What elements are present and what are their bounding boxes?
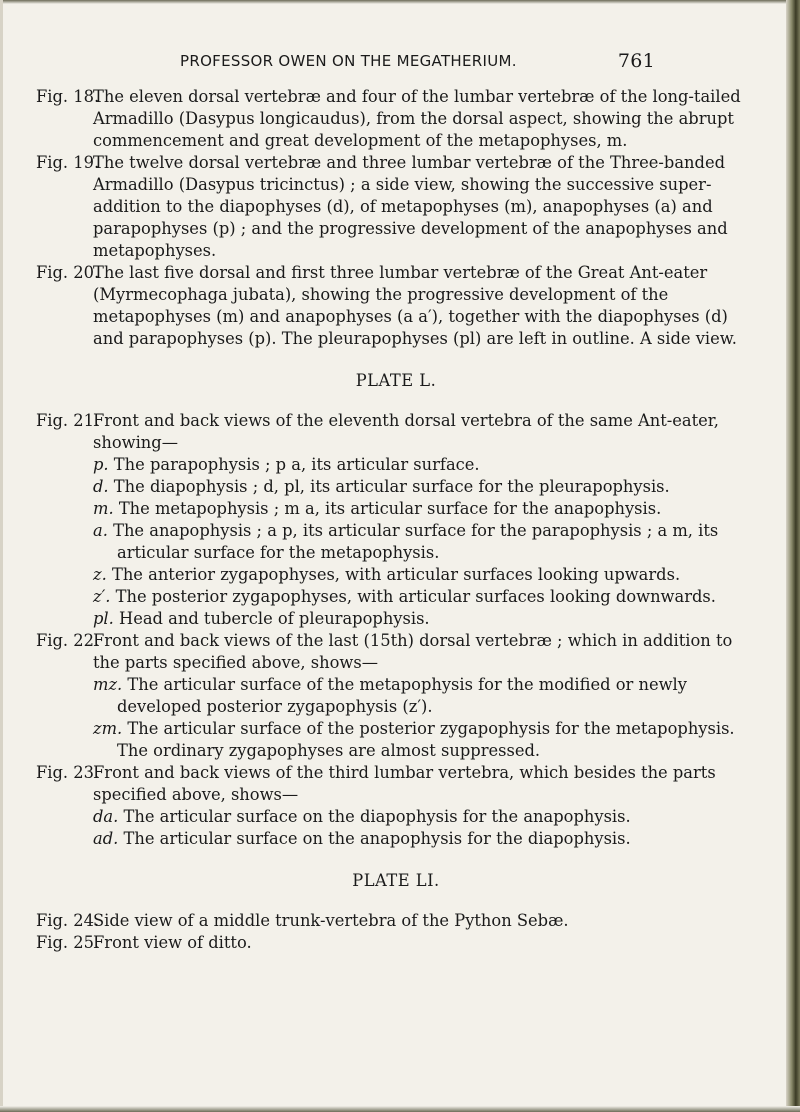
figure-entry-19 [36, 152, 756, 262]
legend-item: z′. The posterior zygapophyses, with articular surfaces looking downwards. [93, 587, 716, 606]
figure-entry-25 [36, 932, 756, 954]
figure-note: The ordinary zygapophyses are almost suppressed. [117, 741, 541, 760]
legend-item: a. The anapophysis ; a p, its articular surface for the parapophysis ; a m, its articular surface for the metapophysis. [93, 521, 719, 562]
figure-caption: Front and back views of the last (15th) dorsal vertebræ ; which in addition to the parts specified above, shows— [93, 631, 733, 672]
running-title: PROFESSOR OWEN ON THE MEGATHERIUM. [180, 52, 517, 70]
figure-caption: Side view of a middle trunk-vertebra of the Python Sebæ. [93, 911, 569, 930]
figure-caption: The last five dorsal and first three lumbar vertebræ of the Great Ant-eater (Myrmecophaga jubata), showing the progressive development of the metapophyses (m) and anapophyses (a a′), together with the diapophyses (d) and parapophyses (p). The pleurapophyses (pl) are left in outline. A side view. [93, 263, 737, 348]
figure-caption: Front and back views of the third lumbar vertebra, which besides the parts specified above, shows— [93, 763, 716, 804]
legend-item: z. The anterior zygapophyses, with articular surfaces looking upwards. [93, 565, 681, 584]
plate-heading-li: PLATE LI. [352, 871, 440, 890]
legend-item: pl. Head and tubercle of pleurapophysis. [93, 609, 430, 628]
page-left-edge [0, 0, 3, 1112]
figure-label: Fig. 18. [36, 87, 100, 106]
legend-item: zm. The articular surface of the posterior zygapophysis for the metapophysis. [93, 719, 735, 738]
figure-caption: The eleven dorsal vertebræ and four of the lumbar vertebræ of the long-tailed Armadillo (Dasypus longicaudus), from the dorsal aspect, showing the abrupt commencement and great development of the metapophyses, m. [93, 87, 741, 150]
figure-label: Fig. 20. [36, 263, 100, 282]
figure-label: Fig. 21. [36, 411, 100, 430]
page-body [36, 86, 756, 954]
legend-item: mz. The articular surface of the metapophysis for the modified or newly developed posterior zygapophysis (z′). [93, 675, 687, 716]
figure-label: Fig. 24. [36, 911, 100, 930]
figure-caption: The twelve dorsal vertebræ and three lumbar vertebræ of the Three-banded Armadillo (Dasypus tricinctus) ; a side view, showing the successive super-addition to the diapophyses (d), of metapophyses (m), anapophyses (a) and parapophyses (p) ; and the progressive development of the anapophyses and metapophyses. [93, 153, 728, 260]
figure-entry-20 [36, 262, 756, 350]
figure-label: Fig. 23. [36, 763, 100, 782]
figure-label: Fig. 19. [36, 153, 100, 172]
figure-entry-23 [36, 762, 756, 850]
legend-item: da. The articular surface on the diapophysis for the anapophysis. [93, 807, 631, 826]
figure-label: Fig. 22. [36, 631, 100, 650]
figure-entry-21 [36, 410, 756, 630]
running-header [180, 52, 655, 70]
legend-item: ad. The articular surface on the anapophysis for the diapophysis. [93, 829, 631, 848]
legend-item: d. The diapophysis ; d, pl, its articular surface for the pleurapophysis. [93, 477, 670, 496]
page-number: 761 [617, 50, 655, 72]
legend-item: m. The metapophysis ; m a, its articular surface for the anapophysis. [93, 499, 662, 518]
page-binding-edge [786, 0, 800, 1112]
figure-entry-22 [36, 630, 756, 762]
page-top-edge [0, 0, 800, 4]
figure-label: Fig. 25. [36, 933, 100, 952]
figure-caption: Front and back views of the eleventh dorsal vertebra of the same Ant-eater, showing— [93, 411, 719, 452]
page-bottom-edge [0, 1106, 800, 1112]
figure-entry-24 [36, 910, 756, 932]
figure-entry-18 [36, 86, 756, 152]
plate-heading-l: PLATE L. [355, 371, 437, 390]
legend-item: p. The parapophysis ; p a, its articular surface. [93, 455, 480, 474]
figure-caption: Front view of ditto. [93, 933, 252, 952]
